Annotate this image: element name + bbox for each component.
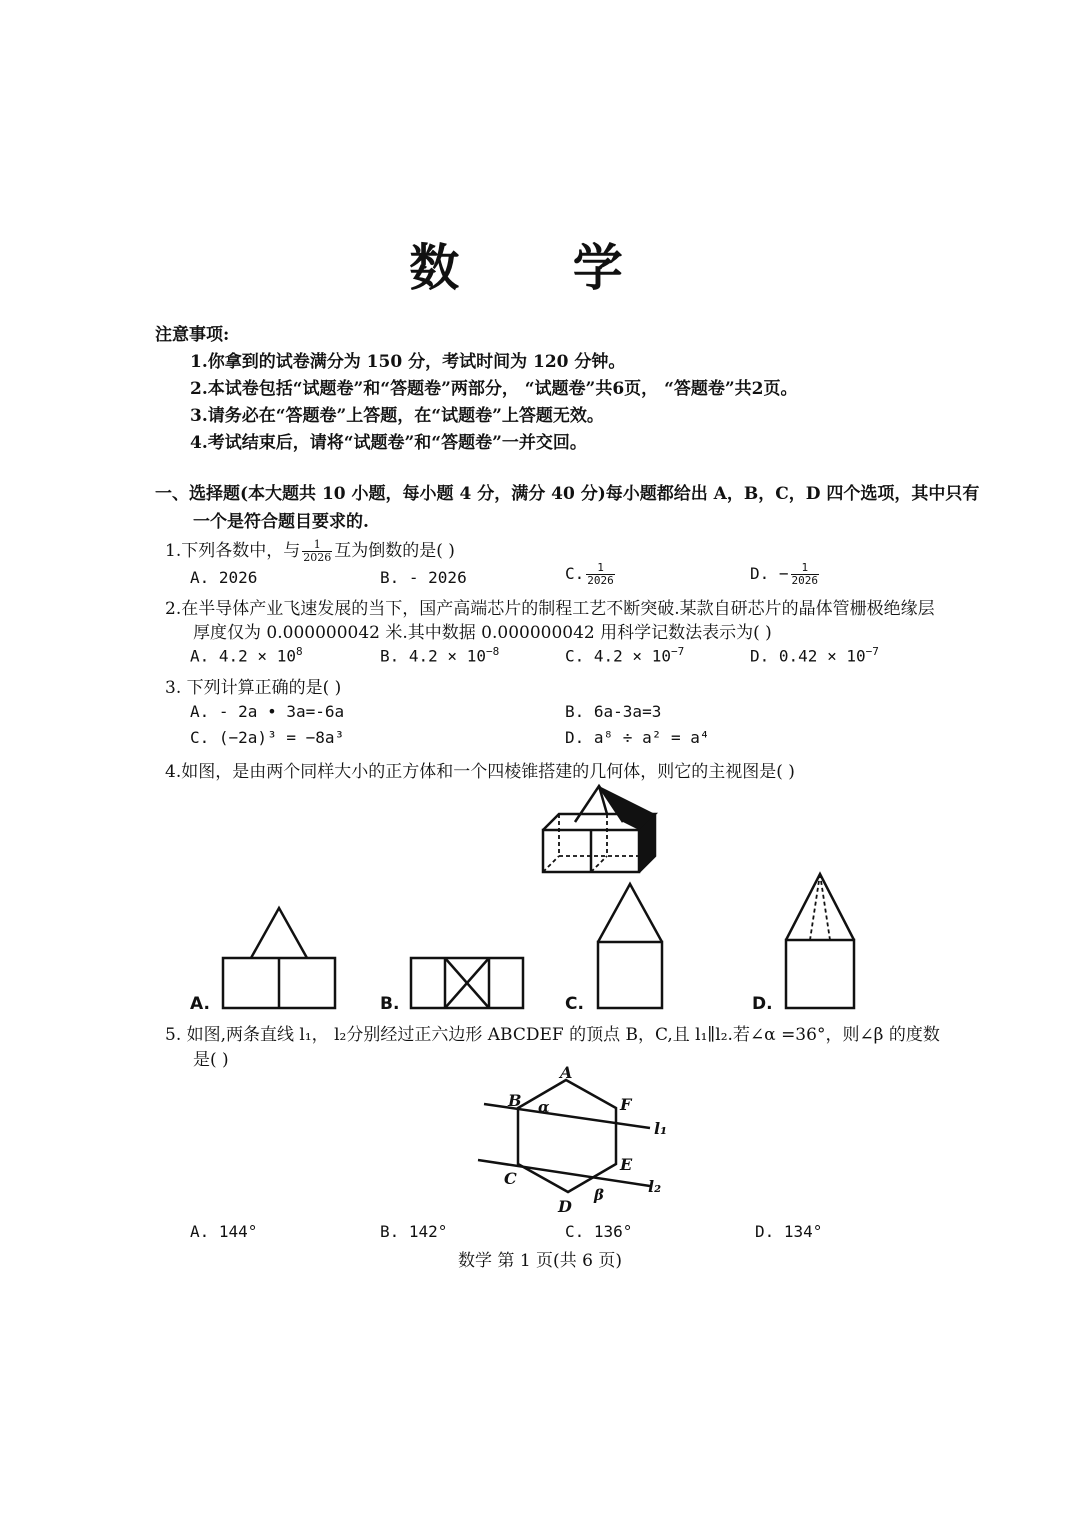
- q2-d-exp: −7: [865, 645, 879, 658]
- q2-option-c: [565, 645, 684, 665]
- q2-a-exp: 8: [295, 645, 303, 658]
- frac-den: 2026: [303, 551, 332, 564]
- q4-option-b-figure: [405, 950, 529, 1014]
- q2-c-exp: −7: [670, 645, 685, 658]
- q1-c-fraction: [586, 562, 615, 587]
- frac-den: 2026: [587, 574, 614, 587]
- q4-option-c-figure: [592, 876, 668, 1014]
- section-heading-line1: 一、选择题(本大题共 10 小题，每小题 4 分，满分 40 分)每小题都给出 A，B，C，D 四个选项，其中只有: [155, 484, 980, 504]
- q2-option-a: [190, 645, 303, 665]
- q1-option-d: [750, 562, 821, 587]
- frac-num: 1: [586, 562, 615, 575]
- q4-option-c-label: C.: [565, 994, 584, 1014]
- q1-fraction: [302, 539, 332, 564]
- q4-option-d-label: D.: [752, 994, 773, 1014]
- frac-den: 2026: [791, 574, 819, 587]
- q1-option-c: [565, 562, 617, 587]
- line-l1-label: l₁: [654, 1119, 668, 1138]
- section-heading-line2: 一个是符合题目要求的.: [193, 512, 369, 532]
- notice-item: 2.本试卷包括“试题卷”和“答题卷”两部分， “试题卷”共6页， “答题卷”共2页。: [190, 379, 798, 399]
- section-heading: [155, 480, 979, 536]
- q5-option-c: C. 136°: [565, 1222, 633, 1241]
- q1-d-fraction: [791, 562, 820, 587]
- q3-option-c: C. (−2a)³ = −8a³: [190, 728, 345, 747]
- hex-vertex-a: A: [560, 1063, 573, 1082]
- hex-vertex-e: E: [620, 1155, 633, 1174]
- page-title: 数 学: [409, 238, 671, 297]
- page-footer: 数学 第 1 页(共 6 页): [458, 1251, 622, 1271]
- q4-option-a-figure: [215, 900, 345, 1012]
- q2-c-base: C. 4.2 × 10: [565, 646, 671, 666]
- q5-option-b: B. 142°: [380, 1222, 448, 1241]
- notice-heading: 注意事项:: [155, 325, 230, 345]
- q1-c-label: C.: [565, 564, 585, 583]
- question-5-line2: 是( ): [193, 1050, 229, 1070]
- q4-option-a-label: A.: [190, 994, 210, 1014]
- notice-item: 4.考试结束后，请将“试题卷”和“答题卷”一并交回。: [190, 433, 587, 453]
- q1-stem-post: 互为倒数的是( ): [334, 541, 455, 561]
- q5-option-a: A. 144°: [190, 1222, 258, 1241]
- frac-num: 1: [791, 562, 820, 575]
- question-1-stem: [165, 536, 455, 564]
- q4-option-b-label: B.: [380, 994, 400, 1014]
- notice-item: 3.请务必在“答题卷”上答题，在“试题卷”上答题无效。: [190, 406, 604, 426]
- q1-option-b: B. - 2026: [380, 568, 467, 587]
- q2-b-exp: −8: [485, 645, 500, 658]
- q2-a-base: A. 4.2 × 10: [190, 646, 296, 666]
- angle-beta: β: [594, 1186, 604, 1204]
- q2-d-base: D. 0.42 × 10: [750, 646, 866, 666]
- q1-option-a: A. 2026: [190, 568, 258, 587]
- question-5-line1: 5. 如图,两条直线 l₁， l₂分别经过正六边形 ABCDEF 的顶点 B，C,且 l₁∥l₂.若∠α =36°，则∠β 的度数: [165, 1025, 940, 1045]
- q2-b-base: B. 4.2 × 10: [380, 646, 486, 666]
- q3-option-a: A. - 2a • 3a=-6a: [190, 702, 345, 721]
- q5-hexagon-figure: [470, 1062, 700, 1222]
- notice-item: 1.你拿到的试卷满分为 150 分，考试时间为 120 分钟。: [190, 352, 626, 372]
- question-4-stem: 4.如图，是由两个同样大小的正方体和一个四棱锥搭建的几何体，则它的主视图是( ): [165, 762, 795, 782]
- question-3-stem: 3. 下列计算正确的是( ): [165, 678, 342, 698]
- question-2-line1: 2.在半导体产业飞速发展的当下，国产高端芯片的制程工艺不断突破.某款自研芯片的晶体管栅极绝缘层: [165, 599, 935, 619]
- q1-stem-pre: 1.下列各数中，与: [165, 541, 301, 561]
- frac-num: 1: [302, 539, 332, 552]
- hex-vertex-f: F: [620, 1095, 632, 1114]
- q3-option-d: D. a⁸ ÷ a² = a⁴: [565, 728, 710, 747]
- q2-option-d: [750, 645, 879, 665]
- q3-option-b: B. 6a-3a=3: [565, 702, 662, 721]
- question-2-line2: 厚度仅为 0.000000042 米.其中数据 0.000000042 用科学记数法表示为( ): [193, 623, 772, 643]
- hex-vertex-d: D: [558, 1197, 572, 1216]
- q5-option-d: D. 134°: [755, 1222, 823, 1241]
- angle-alpha: α: [538, 1098, 550, 1116]
- q4-solid-figure: [535, 778, 665, 878]
- q2-option-b: [380, 645, 499, 665]
- hex-vertex-b: B: [508, 1091, 522, 1110]
- q1-d-label: D. −: [750, 564, 789, 583]
- line-l2-label: l₂: [648, 1177, 662, 1196]
- hex-vertex-c: C: [504, 1169, 517, 1188]
- q4-option-d-figure: [780, 866, 860, 1014]
